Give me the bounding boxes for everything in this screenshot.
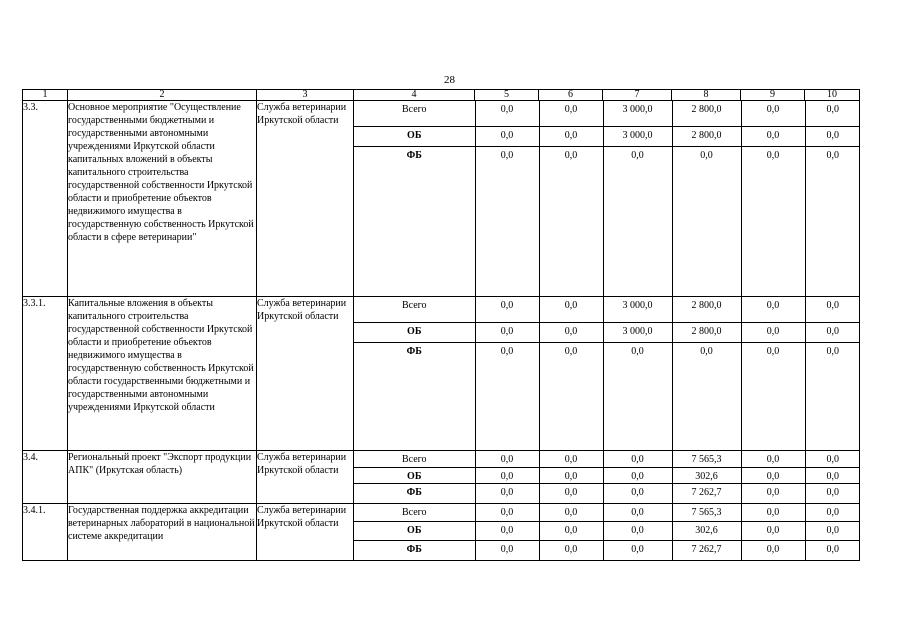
funding-value: 0,0 [475, 483, 539, 503]
funding-value: 0,0 [741, 146, 805, 296]
header-cell: 6 [539, 90, 603, 101]
funding-value: 0,0 [603, 504, 672, 521]
funding-row [354, 451, 860, 467]
funding-value: 0,0 [805, 504, 860, 521]
funding-row [354, 483, 860, 503]
funding-value: 0,0 [475, 146, 539, 296]
funding-value: 0,0 [539, 467, 603, 483]
funding-value: 0,0 [826, 543, 839, 555]
funding-value: 7 262,7 [672, 540, 741, 560]
funding-row [354, 146, 860, 296]
funding-value: 0,0 [741, 504, 805, 521]
row-code: 3.4. [23, 451, 68, 504]
funding-value: 0,0 [539, 540, 603, 560]
funding-value: 0,0 [741, 483, 805, 503]
funding-value: 7 262,7 [672, 483, 741, 503]
funding-value: 0,0 [603, 467, 672, 483]
funding-value: 3 000,0 [603, 101, 672, 126]
header-cell: 1 [23, 90, 68, 101]
funding-value: 0,0 [475, 126, 539, 146]
funding-value: 0,0 [741, 467, 805, 483]
funding-value: 0,0 [539, 504, 603, 521]
funding-block [354, 451, 860, 504]
funding-source: Всего [354, 297, 475, 322]
row-code: 3.4.1. [23, 504, 68, 561]
header-cell: 10 [805, 90, 860, 101]
row-executor: Служба ветеринарии Иркутской области [257, 101, 354, 297]
funding-value: 0,0 [805, 451, 860, 467]
funding-value: 0,0 [603, 540, 672, 560]
funding-value: 302,6 [672, 467, 741, 483]
funding-value: 0,0 [805, 297, 860, 322]
funding-row [354, 342, 860, 450]
funding-value: 0,0 [539, 146, 603, 296]
funding-value: 2 800,0 [672, 297, 741, 322]
funding-value: 0,0 [539, 297, 603, 322]
funding-row [354, 467, 860, 483]
table-row [23, 101, 860, 297]
row-executor: Служба ветеринарии Иркутской области [257, 504, 354, 561]
funding-table [354, 101, 860, 296]
funding-value: 0,0 [805, 521, 860, 540]
funding-value: 7 565,3 [672, 504, 741, 521]
funding-value: 0,0 [741, 521, 805, 540]
funding-value: 0,0 [826, 149, 839, 161]
row-name: Региональный проект "Экспорт продукции АПК" (Иркутская область) [68, 451, 257, 504]
header-cell: 3 [257, 90, 354, 101]
funding-value: 0,0 [741, 101, 805, 126]
funding-block [354, 101, 860, 297]
row-executor: Служба ветеринарии Иркутской области [257, 451, 354, 504]
funding-table [354, 504, 860, 560]
funding-value: 0,0 [741, 322, 805, 342]
funding-value: 0,0 [539, 101, 603, 126]
row-name: Основное мероприятие "Осуществление государственными бюджетными и государственными автономными учреждениями Иркутской области капитальных вложений в объекты капитального строительства государственной собственности Иркутской области и приобретение объектов недвижимого имущества в государственную собственность Иркутской области в сфере ветеринарии" [68, 101, 257, 297]
funding-value: 0,0 [826, 345, 839, 357]
header-cell: 8 [672, 90, 741, 101]
header-cell: 2 [68, 90, 257, 101]
header-cell: 4 [354, 90, 475, 101]
funding-value: 0,0 [539, 451, 603, 467]
funding-value: 0,0 [475, 521, 539, 540]
row-name: Государственная поддержка аккредитации ветеринарных лабораторий в национальной системе аккредитации [68, 504, 257, 561]
funding-value: 302,6 [672, 521, 741, 540]
funding-source: ОБ [354, 467, 475, 483]
funding-source: ОБ [354, 322, 475, 342]
funding-source: Всего [354, 451, 475, 467]
funding-table [354, 451, 860, 503]
funding-row [354, 126, 860, 146]
funding-block [354, 297, 860, 451]
funding-source: ОБ [354, 521, 475, 540]
funding-value: 0,0 [741, 540, 805, 560]
funding-value: 0,0 [672, 146, 741, 296]
funding-value: 0,0 [475, 322, 539, 342]
funding-value: 3 000,0 [603, 297, 672, 322]
funding-value: 0,0 [805, 322, 860, 342]
funding-value: 0,0 [475, 297, 539, 322]
funding-value: 0,0 [539, 342, 603, 450]
funding-row [354, 540, 860, 560]
funding-value: 0,0 [741, 126, 805, 146]
funding-value: 0,0 [475, 467, 539, 483]
row-name: Капитальные вложения в объекты капитального строительства государственной собственности Иркутской области и приобретение объектов недвижимого имущества в государственную собственность Иркутской области государственными бюджетными и государственными автономными учреждениями Иркутской области [68, 297, 257, 451]
funding-value: 0,0 [539, 483, 603, 503]
funding-table [354, 297, 860, 450]
funding-value: 3 000,0 [603, 322, 672, 342]
funding-value: 2 800,0 [672, 126, 741, 146]
funding-source: ФБ [354, 483, 475, 503]
table-row [23, 504, 860, 561]
header-cell: 5 [475, 90, 539, 101]
funding-value: 0,0 [603, 146, 672, 296]
funding-value: 0,0 [672, 342, 741, 450]
header-cell: 7 [603, 90, 672, 101]
funding-source: ФБ [354, 342, 475, 450]
funding-value: 0,0 [805, 126, 860, 146]
funding-row [354, 101, 860, 126]
header-cell: 9 [741, 90, 805, 101]
funding-value: 0,0 [539, 521, 603, 540]
funding-value: 0,0 [475, 504, 539, 521]
funding-value: 2 800,0 [672, 322, 741, 342]
funding-row [354, 504, 860, 521]
funding-value: 0,0 [741, 297, 805, 322]
table-row [23, 451, 860, 504]
funding-value: 0,0 [475, 342, 539, 450]
funding-value: 0,0 [603, 451, 672, 467]
funding-value: 0,0 [603, 342, 672, 450]
funding-source: ОБ [354, 126, 475, 146]
row-code: 3.3. [23, 101, 68, 297]
page-number: 28 [444, 74, 455, 86]
funding-row [354, 297, 860, 322]
funding-value: 0,0 [805, 467, 860, 483]
funding-value: 7 565,3 [672, 451, 741, 467]
funding-value: 0,0 [741, 451, 805, 467]
row-code: 3.3.1. [23, 297, 68, 451]
header-row [23, 90, 860, 101]
funding-value: 0,0 [603, 483, 672, 503]
funding-row [354, 521, 860, 540]
funding-source: Всего [354, 504, 475, 521]
program-table [22, 89, 860, 561]
funding-value: 0,0 [539, 322, 603, 342]
funding-source: Всего [354, 101, 475, 126]
funding-value: 0,0 [805, 101, 860, 126]
funding-source: ФБ [354, 540, 475, 560]
row-executor: Служба ветеринарии Иркутской области [257, 297, 354, 451]
table-row [23, 297, 860, 451]
funding-row [354, 322, 860, 342]
funding-value: 0,0 [603, 521, 672, 540]
funding-block [354, 504, 860, 561]
funding-value: 2 800,0 [672, 101, 741, 126]
funding-value: 0,0 [826, 486, 839, 498]
funding-source: ФБ [354, 146, 475, 296]
funding-value: 0,0 [475, 101, 539, 126]
funding-value: 3 000,0 [603, 126, 672, 146]
funding-value: 0,0 [741, 342, 805, 450]
funding-value: 0,0 [475, 540, 539, 560]
funding-value: 0,0 [539, 126, 603, 146]
funding-value: 0,0 [475, 451, 539, 467]
